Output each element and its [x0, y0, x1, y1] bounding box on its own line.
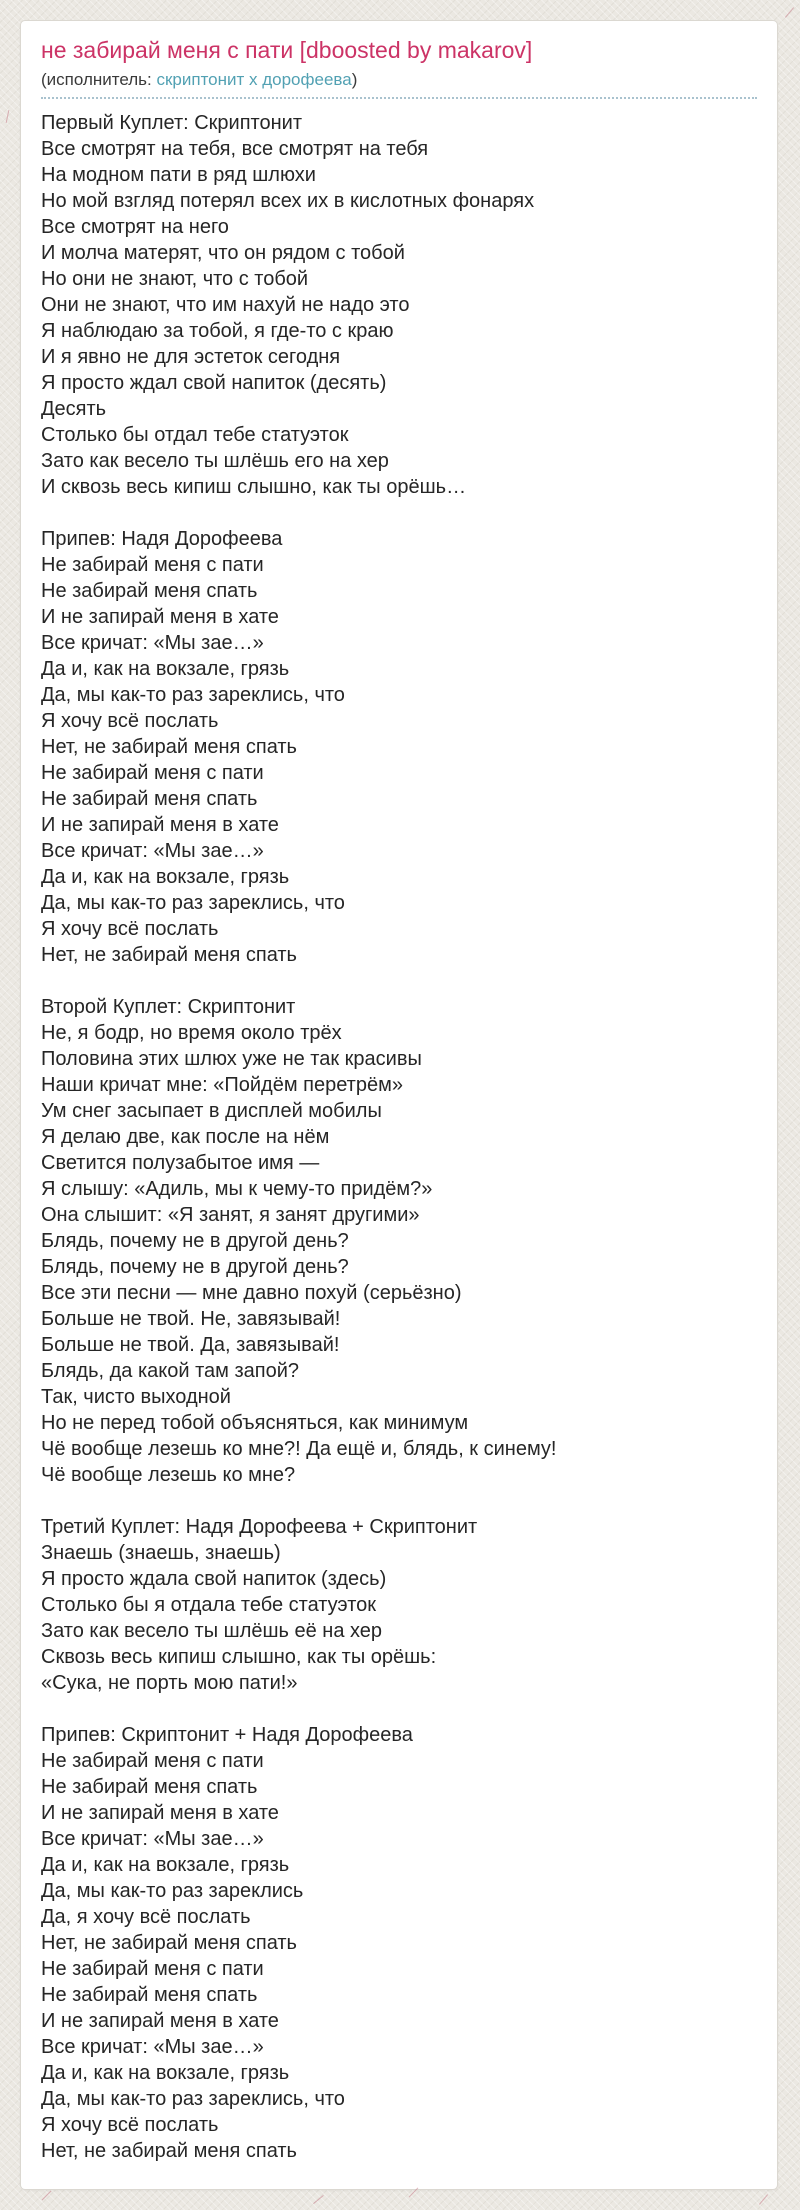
lyric-line: Да и, как на вокзале, грязь: [41, 2062, 290, 2084]
stanza-gap: [41, 1696, 757, 1722]
lyric-line: Нет, не забирай меня спать: [41, 944, 297, 966]
lyric-line: Да, мы как-то раз зареклись, что: [41, 684, 345, 706]
lyric-line: Да, мы как-то раз зареклись: [41, 1880, 304, 1902]
lyric-line: Ум снег засыпает в дисплей мобилы: [41, 1100, 382, 1122]
lyrics: [41, 110, 757, 2164]
texture-scratch: [313, 2195, 324, 2204]
lyric-line: Не забирай меня спать: [41, 580, 258, 602]
lyric-line: И не запирай меня в хате: [41, 606, 279, 628]
lyric-line: Первый Куплет: Скриптонит: [41, 112, 302, 134]
lyric-line: Десять: [41, 398, 107, 420]
lyric-line: Не забирай меня с пати: [41, 762, 264, 784]
lyric-line: Я просто ждала свой напиток (здесь): [41, 1568, 387, 1590]
lyric-line: Я делаю две, как после на нём: [41, 1126, 330, 1148]
lyric-line: Припев: Надя Дорофеева: [41, 528, 283, 550]
lyric-line: Все кричат: «Мы зае…»: [41, 2036, 264, 2058]
stanza-gap: [41, 500, 757, 526]
lyric-line: Не, я бодр, но время около трёх: [41, 1022, 342, 1044]
dotted-divider: [41, 97, 757, 99]
lyric-line: Половина этих шлюх уже не так красивы: [41, 1048, 422, 1070]
lyric-line: И я явно не для эстеток сегодня: [41, 346, 341, 368]
texture-scratch: [759, 2194, 768, 2205]
lyric-line: Не забирай меня спать: [41, 1776, 258, 1798]
lyric-line: Но они не знают, что с тобой: [41, 268, 309, 290]
lyric-line: Я наблюдаю за тобой, я где-то с краю: [41, 320, 394, 342]
lyric-line: Она слышит: «Я занят, я занят другими»: [41, 1204, 420, 1226]
lyric-line: На модном пати в ряд шлюхи: [41, 164, 316, 186]
artist-link[interactable]: скриптонит х дорофеева: [156, 70, 352, 89]
artist-row: [41, 69, 757, 90]
lyric-line: Третий Куплет: Надя Дорофеева + Скриптонит: [41, 1516, 478, 1538]
lyric-line: Не забирай меня спать: [41, 788, 258, 810]
lyric-line: Так, чисто выходной: [41, 1386, 231, 1408]
lyric-line: Сквозь весь кипиш слышно, как ты орёшь:: [41, 1646, 437, 1668]
texture-scratch: [42, 2191, 52, 2201]
stanza-gap: [41, 1488, 757, 1514]
lyric-line: Не забирай меня с пати: [41, 1958, 264, 1980]
lyric-line: Все кричат: «Мы зае…»: [41, 840, 264, 862]
lyric-line: Знаешь (знаешь, знаешь): [41, 1542, 281, 1564]
song-title: не забирай меня с пати [dboosted by makarov]: [41, 37, 533, 63]
lyric-line: Все смотрят на тебя, все смотрят на тебя: [41, 138, 429, 160]
lyric-line: Да и, как на вокзале, грязь: [41, 1854, 290, 1876]
lyric-line: И не запирай меня в хате: [41, 2010, 279, 2032]
lyric-line: Не забирай меня спать: [41, 1984, 258, 2006]
lyric-line: Зато как весело ты шлёшь его на хер: [41, 450, 389, 472]
lyric-line: Да, мы как-то раз зареклись, что: [41, 892, 345, 914]
stanza-verse-2: [41, 994, 757, 1488]
lyric-line: Нет, не забирай меня спать: [41, 2140, 297, 2162]
lyric-line: Не забирай меня с пати: [41, 1750, 264, 1772]
lyric-line: Все кричат: «Мы зае…»: [41, 632, 264, 654]
lyric-line: Светится полузабытое имя —: [41, 1152, 320, 1174]
lyric-line: И сквозь весь кипиш слышно, как ты орёшь…: [41, 476, 467, 498]
stanza-chorus-2: [41, 1722, 757, 2164]
lyric-line: Но не перед тобой объясняться, как минимум: [41, 1412, 469, 1434]
stanza-verse-3: [41, 1514, 757, 1696]
lyric-line: Я хочу всё послать: [41, 918, 219, 940]
lyric-line: Припев: Скриптонит + Надя Дорофеева: [41, 1724, 413, 1746]
lyric-line: Наши кричат мне: «Пойдём перетрём»: [41, 1074, 403, 1096]
lyric-line: Нет, не забирай меня спать: [41, 1932, 297, 1954]
lyric-line: Столько бы я отдала тебе статуэток: [41, 1594, 376, 1616]
lyric-line: И молча матерят, что он рядом с тобой: [41, 242, 405, 264]
lyric-line: И не запирай меня в хате: [41, 814, 279, 836]
lyric-line: Чё вообще лезешь ко мне?! Да ещё и, блядь, к синему!: [41, 1438, 557, 1460]
texture-scratch: [785, 7, 794, 18]
lyric-line: Второй Куплет: Скриптонит: [41, 996, 296, 1018]
lyric-line: Блядь, почему не в другой день?: [41, 1256, 349, 1278]
lyric-line: Они не знают, что им нахуй не надо это: [41, 294, 410, 316]
lyric-line: Чё вообще лезешь ко мне?: [41, 1464, 296, 1486]
lyric-line: Все смотрят на него: [41, 216, 229, 238]
artist-label-suffix: ): [351, 70, 358, 89]
lyric-line: «Сука, не порть мою пати!»: [41, 1672, 298, 1694]
lyric-line: Я просто ждал свой напиток (десять): [41, 372, 387, 394]
lyric-line: Нет, не забирай меня спать: [41, 736, 297, 758]
lyric-line: Все кричат: «Мы зае…»: [41, 1828, 264, 1850]
lyric-line: Зато как весело ты шлёшь её на хер: [41, 1620, 383, 1642]
lyrics-card: [20, 20, 778, 2190]
lyric-line: Блядь, да какой там запой?: [41, 1360, 299, 1382]
stanza-verse-1: [41, 110, 757, 500]
stanza-gap: [41, 968, 757, 994]
lyric-line: Столько бы отдал тебе статуэток: [41, 424, 349, 446]
lyric-line: Не забирай меня с пати: [41, 554, 264, 576]
lyric-line: Я хочу всё послать: [41, 2114, 219, 2136]
artist-label-prefix: (исполнитель:: [41, 70, 157, 89]
lyric-line: Я слышу: «Адиль, мы к чему-то придём?»: [41, 1178, 433, 1200]
texture-scratch: [6, 110, 10, 123]
stanza-chorus-1: [41, 526, 757, 968]
lyric-line: Блядь, почему не в другой день?: [41, 1230, 349, 1252]
lyric-line: Да, я хочу всё послать: [41, 1906, 251, 1928]
lyric-line: Да, мы как-то раз зареклись, что: [41, 2088, 345, 2110]
lyric-line: И не запирай меня в хате: [41, 1802, 279, 1824]
lyric-line: Да и, как на вокзале, грязь: [41, 866, 290, 888]
lyric-line: Больше не твой. Не, завязывай!: [41, 1308, 341, 1330]
lyric-line: Я хочу всё послать: [41, 710, 219, 732]
lyric-line: Да и, как на вокзале, грязь: [41, 658, 290, 680]
lyric-line: Больше не твой. Да, завязывай!: [41, 1334, 340, 1356]
lyric-line: Но мой взгляд потерял всех их в кислотных фонарях: [41, 190, 535, 212]
lyric-line: Все эти песни — мне давно похуй (серьёзно): [41, 1282, 462, 1304]
